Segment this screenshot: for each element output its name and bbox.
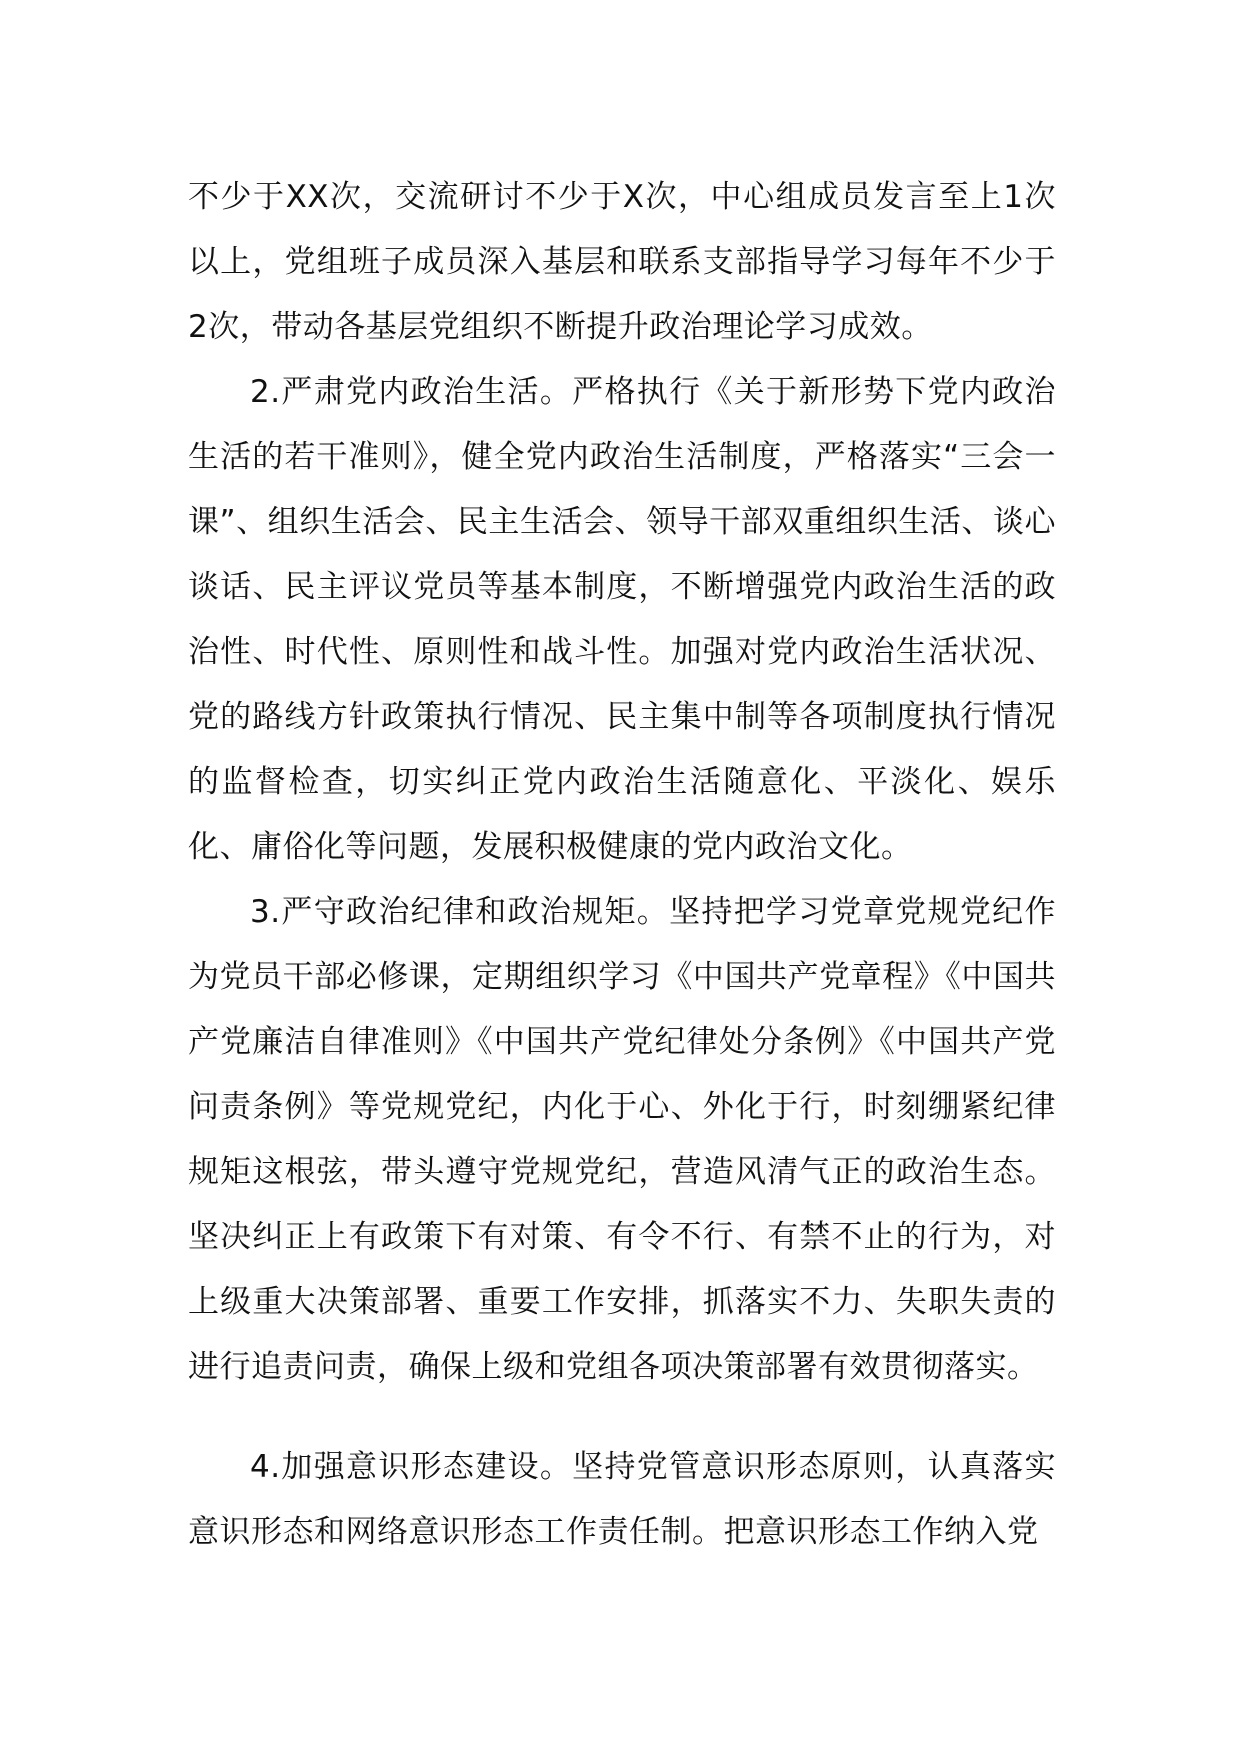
paragraph-ideology: 4.加强意识形态建设。坚持党管意识形态原则，认真落实意识形态和网络意识形态工作责任制。把意识形态工作纳入党 [188, 1449, 1056, 1550]
paragraph-political-life: 2.严肃党内政治生活。严格执行《关于新形势下党内政治生活的若干准则》，健全党内政治生活制度，严格落实“三会一课”、组织生活会、民主生活会、领导干部双重组织生活、谈心谈话、民主评议党员等基本制度，不断增强党内政治生活的政治性、时代性、原则性和战斗性。加强对党内政治生活状况、党的路线方针政策执行情况、民主集中制等各项制度执行情况的监督检查，切实纠正党内政治生活随意化、平淡化、娱乐化、庸俗化等问题，发展积极健康的党内政治文化。 [188, 374, 1056, 865]
body-text-lower [188, 1435, 1056, 1565]
paragraph-discipline: 3.严守政治纪律和政治规矩。坚持把学习党章党规党纪作为党员干部必修课，定期组织学习《中国共产党章程》《中国共产党廉洁自律准则》《中国共产党纪律处分条例》《中国共产党问责条例》等党规党纪，内化于心、外化于行，时刻绷紧纪律规矩这根弦，带头遵守党规党纪，营造风清气正的政治生态。坚决纠正上有政策下有对策、有令不行、有禁不止的行为，对上级重大决策部署、重要工作安排，抓落实不力、失职失责的进行追责问责，确保上级和党组各项决策部署有效贯彻落实。 [188, 894, 1056, 1385]
body-text-upper [188, 165, 1056, 1400]
paragraph-continuation: 不少于XX次，交流研讨不少于X次，中心组成员发言至上1次以上，党组班子成员深入基层和联系支部指导学习每年不少于2次，带动各基层党组织不断提升政治理论学习成效。 [188, 179, 1056, 345]
